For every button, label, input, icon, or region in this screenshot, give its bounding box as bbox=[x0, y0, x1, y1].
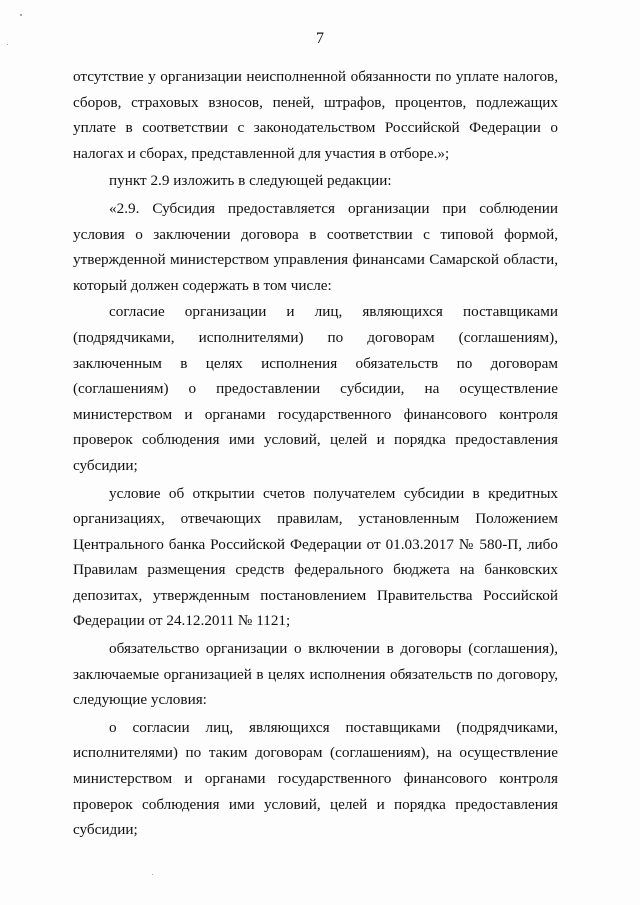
paragraph-clause-2-9: «2.9. Субсидия предоставляется организации при соблюдении условия о заключении договора в соответствии с типовой формой, утвержденной министерством управления финансами Самарской области, который должен содержать в том числе: bbox=[73, 199, 558, 294]
scan-speck bbox=[20, 14, 22, 16]
paragraph-tax-obligation: отсутствие у организации неисполненной обязанности по уплате налогов, сборов, страховых взносов, пеней, штрафов, процентов, подлежащих уплате в соответствии с законодательством Российской Федерации о налогах и сборах, представленной для участия в отборе.»; bbox=[73, 68, 558, 162]
paragraph-supplier-consent: о согласии лиц, являющихся поставщиками (подрядчиками, исполнителями) по таким договорам (соглашениям), на осуществление министерством и органами государственного финансового контроля проверок соблюдения ими условий, целей и порядка предоставления субсидии; bbox=[73, 718, 558, 839]
scan-speck bbox=[152, 874, 153, 875]
page-number: 7 bbox=[316, 30, 324, 47]
paragraph-accounts-condition: условие об открытии счетов получателем субсидии в кредитных организациях, отвечающих правилам, установленным Положением Центрального банка Российской Федерации от 01.03.2017 № 580-П, либо Правилам размещения средств федерального бюджета на банковских депозитах, утвержденным постановлением Правительства Российской Федерации от 24.12.2011 № 1121; bbox=[73, 484, 558, 630]
paragraph-obligation: обязательство организации о включении в договоры (соглашения), заключаемые организацией в целях исполнения обязательств по договору, следующие условия: bbox=[73, 640, 558, 709]
paragraph-consent: согласие организации и лиц, являющихся поставщиками (подрядчиками, исполнителями) по договорам (соглашениям), заключенным в целях исполнения обязательств по договорам (соглашениям) о предоставлении субсидии, на осуществление министерством и органами государственного финансового контроля проверок соблюдения ими условий, целей и порядка предоставления субсидии; bbox=[73, 303, 558, 474]
document-body bbox=[73, 64, 558, 843]
paragraph-clause-2-9-intro: пункт 2.9 изложить в следующей редакции: bbox=[109, 172, 392, 190]
